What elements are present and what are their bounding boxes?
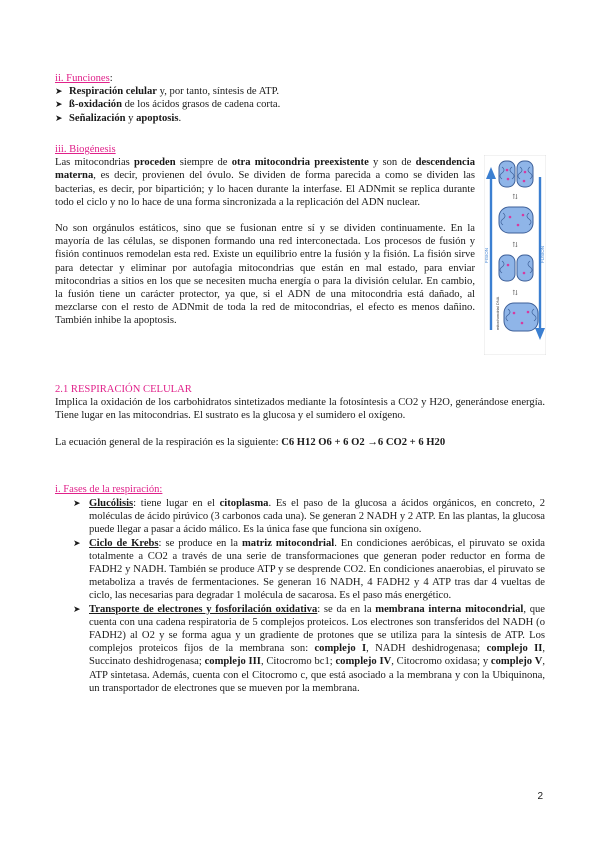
list-item: ➤ ß-oxidación de los ácidos grasos de cadena corta. xyxy=(55,99,281,111)
biogenesis-paragraph-2: No son orgánulos estáticos, sino que se fusionan entre sí y se dividen continuamente. En la mayoría de las células, se disponen formando una red interconectada. Los procesos de fusión y fisión continuos remodelan esta red. Existe un equilibrio entre la fusión y la fisión. La fisión sirve para detectar y eliminar por autofagia mitocondrias que están en mal estado, para enviar mitocondrias a sitios en los que se necesiten mucha energía o para la división celular. En cambio, la fusión tiene un carácter protector, ya que, si el ADN de una mitocondria está dañado, al mezclarse con el resto de ADNmit de toda la red de mitocondrias, el efecto es menos dañino. También inhibe la apoptosis. xyxy=(55,223,475,327)
list-item: ➤ Ciclo de Krebs: se produce en la matriz mitocondrial. En condiciones aeróbicas, el piruvato se oxida totalmente a CO2 a través de una serie de transformaciones que generan poder reductor en forma de FADH2 y NADH. También se produce ATP y se desprende CO2. En condiciones anaerobias, el piruvato se metaboliza a través de fermentaciones. Se generan 16 NADH, 4 FADH2 y 4 ATP tras dar 4 vueltas de ciclo, las necesarias para degradar 1 molécula de sacarosa. Es el paso más energético. xyxy=(73,537,545,602)
fusion-label: FUSION xyxy=(540,245,545,263)
respiracion-title: 2.1 RESPIRACIÓN CELULAR xyxy=(55,384,192,395)
list-item: ➤ Señalización y apoptosis. xyxy=(55,112,182,124)
svg-text:⇅: ⇅ xyxy=(512,193,518,201)
fases-heading xyxy=(55,483,545,496)
section-biogenesis xyxy=(55,143,475,328)
page-number: 2 xyxy=(537,791,543,802)
mitochondrial-dna-label: mitochondrial DNA xyxy=(495,296,500,330)
respiracion-equation: La ecuación general de la respiración es la siguiente: C6 H12 O6 + 6 O2 →6 CO2 + 6 H20 xyxy=(55,436,446,448)
mitochondria-fusion-fission-figure xyxy=(484,155,546,355)
list-item: ➤ Respiración celular y, por tanto, síntesis de ATP. xyxy=(55,86,280,98)
fases-title: i. Fases de la respiración: xyxy=(55,484,163,495)
biogenesis-title: iii. Biogénesis xyxy=(55,144,116,155)
svg-text:⇅: ⇅ xyxy=(512,289,518,297)
arrow-bullet-icon: ➤ xyxy=(55,99,63,110)
respiracion-intro: Implica la oxidación de los carbohidratos sintetizados mediante la fotosíntesis a CO2 y H2O, generándose energía. Tiene lugar en las mitocondrias. El sustrato es la glucosa y el sumidero el oxígeno. xyxy=(55,397,545,422)
arrow-bullet-icon: ➤ xyxy=(55,86,63,97)
arrow-bullet-icon: ➤ xyxy=(55,112,63,123)
mitochondria-stage-2-icon xyxy=(499,207,533,233)
svg-text:⇅: ⇅ xyxy=(512,241,518,249)
funciones-title: ii. Funciones xyxy=(55,73,110,84)
mitochondria-stage-4-icon xyxy=(504,303,538,331)
list-item: ➤ Glucólisis: tiene lugar en el citoplasma. Es el paso de la glucosa a ácidos orgánicos, en concreto, 2 moléculas de ácido pirúvico (3 carbonos cada una). Se generan 2 NADH y 2 ATP. En las plantas, la glucosa puede llegar a pasar a ácido málico. Es la única fase que funciona sin oxígeno. xyxy=(73,498,545,536)
section-respiracion xyxy=(55,383,545,449)
arrow-bullet-icon: ➤ xyxy=(73,498,81,508)
fision-label: FISION xyxy=(484,247,489,263)
fases-list xyxy=(73,497,545,695)
arrow-bullet-icon: ➤ xyxy=(73,537,81,548)
biogenesis-paragraph-1: Las mitocondrias proceden siempre de otra mitocondria preexistente y son de descendencia materna, es decir, provienen del óvulo. Se dividen de forma parecida a como se dividen las bacterias, es decir, por bipartición; y lo hacen durante la interfase. El ADNmit se replica durante todo el ciclo y no lo hace de una forma sincronizada a la replicación del ADN nuclear. xyxy=(55,157,476,208)
funciones-heading: ii. Funciones: xyxy=(55,73,113,84)
list-item: ➤ Transporte de electrones y fosforilación oxidativa: se da en la membrana interna mitocondrial, que cuenta con una cadena respiratoria de 5 complejos proteicos. Los electrones son transferidos del NADH (o FADH2) al O2 y se forma agua y un gradiente de protones que se utiliza para la síntesis de ATP. Los complejos proteicos fijos de la membrana son: complejo I, NADH deshidrogenasa; complejo II, Succinato deshidrogenasa; complejo III, Citocromo bc1; complejo IV, Citocromo oxidasa; y complejo V, ATP sintetasa. Además, cuenta con el Citocromo c, que está asociado a la membrana y con la Ubiquinona, un transportador de electrones que se mueven por la membrana. xyxy=(73,603,546,694)
arrow-bullet-icon: ➤ xyxy=(73,603,81,614)
section-funciones xyxy=(55,72,545,125)
